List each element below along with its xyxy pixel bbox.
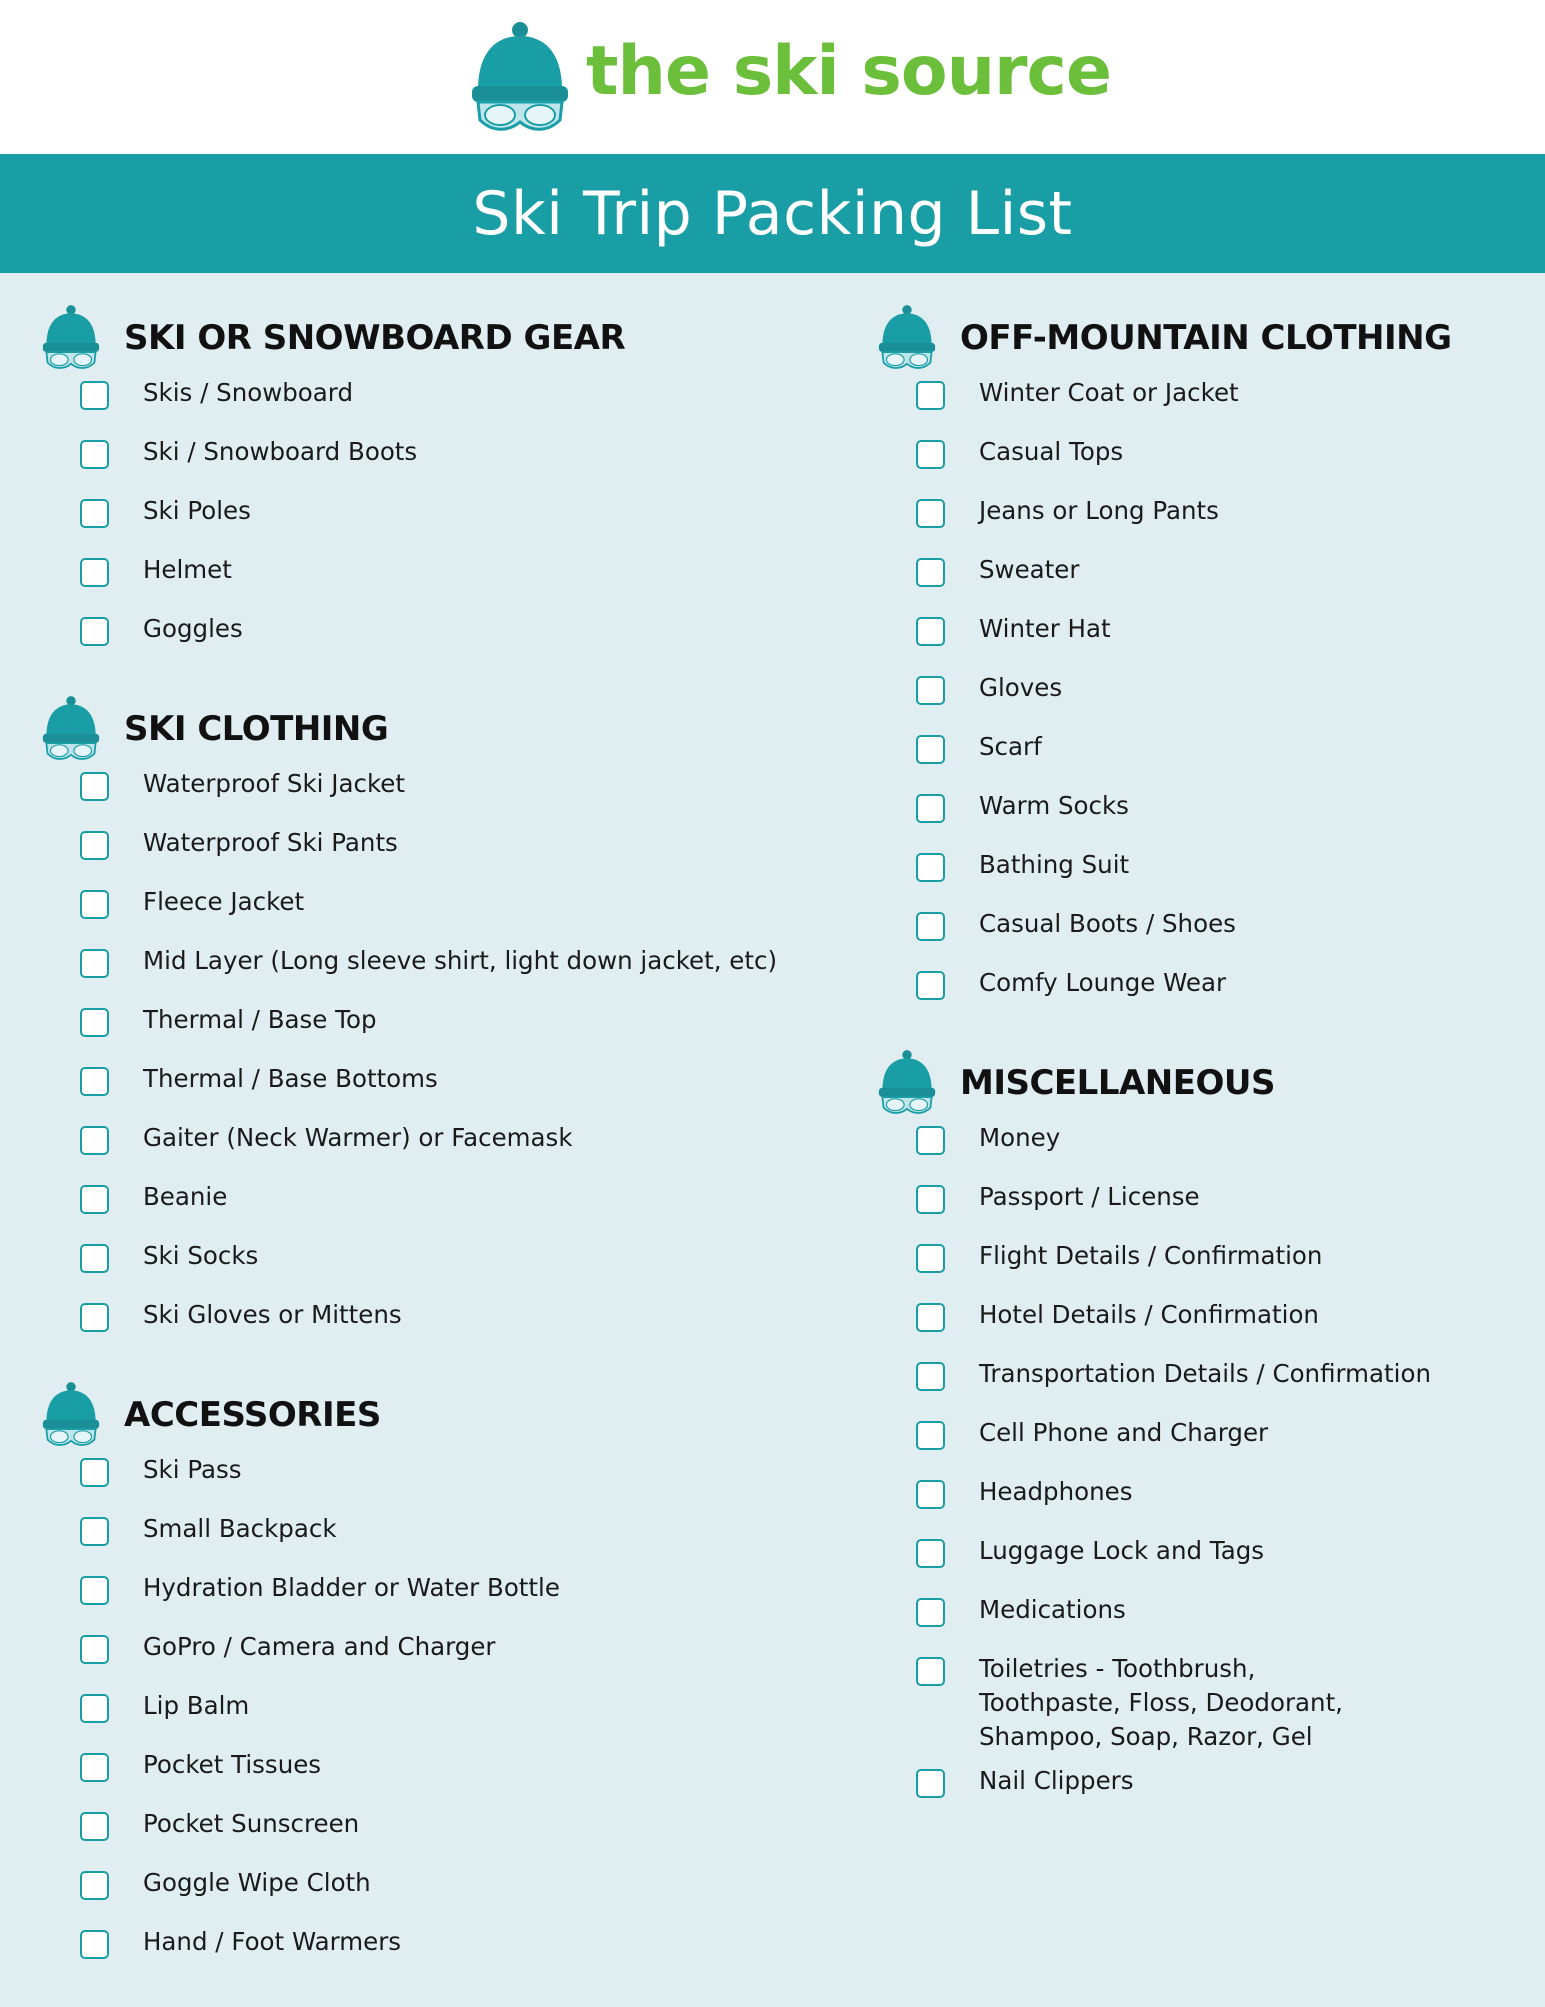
- checklist-item-label: Passport / License: [979, 1182, 1200, 1211]
- checklist-item[interactable]: [876, 1242, 1526, 1301]
- checklist-item[interactable]: [40, 1869, 800, 1928]
- checklist-item[interactable]: [40, 497, 800, 556]
- checkbox[interactable]: [916, 617, 945, 646]
- checklist: [876, 379, 1526, 1028]
- section-miscellaneous: [876, 1048, 1526, 1826]
- checklist-item[interactable]: [40, 1928, 800, 1987]
- beanie-goggles-icon: [876, 1049, 938, 1117]
- checklist-item[interactable]: [876, 674, 1526, 733]
- beanie-goggles-icon: [876, 304, 938, 372]
- checklist-item-label: Gloves: [979, 673, 1063, 702]
- checkbox[interactable]: [80, 1303, 109, 1332]
- checklist-item[interactable]: [40, 1810, 800, 1869]
- checkbox[interactable]: [80, 1008, 109, 1037]
- checklist-item[interactable]: [40, 829, 800, 888]
- title-banner: [0, 154, 1545, 273]
- checkbox[interactable]: [916, 676, 945, 705]
- checklist-item-label: Casual Boots / Shoes: [979, 909, 1236, 938]
- checklist-item[interactable]: [876, 792, 1526, 851]
- checklist-item[interactable]: [40, 1183, 800, 1242]
- checkbox[interactable]: [80, 1694, 109, 1723]
- checklist-item-label: Jeans or Long Pants: [979, 496, 1219, 525]
- section-ski-or-snowboard-gear: [40, 303, 800, 674]
- checkbox[interactable]: [916, 1244, 945, 1273]
- checklist-item[interactable]: [40, 1692, 800, 1751]
- section-header: [876, 303, 1526, 373]
- checkbox[interactable]: [80, 831, 109, 860]
- checklist-item-label: Warm Socks: [979, 791, 1129, 820]
- checklist-item-label: Cell Phone and Charger: [979, 1418, 1269, 1447]
- checklist-item[interactable]: [40, 888, 800, 947]
- checklist-item-label: Comfy Lounge Wear: [979, 968, 1227, 997]
- checkbox[interactable]: [80, 772, 109, 801]
- checklist-item[interactable]: [40, 1633, 800, 1692]
- checklist-item-label: Small Backpack: [143, 1514, 337, 1543]
- checklist-item-label: Mid Layer (Long sleeve shirt, light down jacket, etc): [143, 946, 777, 975]
- checklist-item[interactable]: [876, 1419, 1526, 1478]
- checkbox[interactable]: [916, 558, 945, 587]
- checklist-item-label: Thermal / Base Bottoms: [143, 1064, 438, 1093]
- checkbox[interactable]: [80, 1576, 109, 1605]
- checklist-item-label: Winter Hat: [979, 614, 1111, 643]
- beanie-goggles-icon: [468, 20, 572, 136]
- checklist-item-label: Skis / Snowboard: [143, 378, 353, 407]
- checklist-item[interactable]: [876, 438, 1526, 497]
- checkbox[interactable]: [80, 558, 109, 587]
- checkbox[interactable]: [80, 381, 109, 410]
- checklist-item[interactable]: [876, 497, 1526, 556]
- checklist-item[interactable]: [40, 1124, 800, 1183]
- checkbox[interactable]: [80, 890, 109, 919]
- section-title: SKI OR SNOWBOARD GEAR: [124, 318, 626, 358]
- checklist-item-label: Ski Gloves or Mittens: [143, 1300, 402, 1329]
- checklist-item-label: Nail Clippers: [979, 1766, 1134, 1795]
- page-title: Ski Trip Packing List: [472, 178, 1073, 249]
- checklist-item[interactable]: [40, 770, 800, 829]
- checkbox[interactable]: [916, 1126, 945, 1155]
- beanie-goggles-icon: [40, 695, 102, 763]
- checklist-item-label: Ski Poles: [143, 496, 251, 525]
- checkbox[interactable]: [916, 1657, 945, 1686]
- checkbox[interactable]: [916, 1598, 945, 1627]
- checklist-item[interactable]: [40, 947, 800, 1006]
- checkbox[interactable]: [80, 1930, 109, 1959]
- checkbox[interactable]: [916, 853, 945, 882]
- checkbox[interactable]: [916, 1539, 945, 1568]
- checklist-item-label: Hotel Details / Confirmation: [979, 1300, 1319, 1329]
- section-title: MISCELLANEOUS: [960, 1063, 1275, 1103]
- section-title: SKI CLOTHING: [124, 709, 389, 749]
- checkbox[interactable]: [916, 499, 945, 528]
- checkbox[interactable]: [916, 735, 945, 764]
- checklist-item-label: Hand / Foot Warmers: [143, 1927, 402, 1956]
- checklist-item[interactable]: [876, 1124, 1526, 1183]
- checkbox[interactable]: [80, 1458, 109, 1487]
- checklist-item-label: Luggage Lock and Tags: [979, 1536, 1265, 1565]
- checklist-item[interactable]: [876, 910, 1526, 969]
- checklist-item-label: Ski Socks: [143, 1241, 259, 1270]
- checklist-item-label: Toiletries - Toothbrush, Toothpaste, Floss, Deodorant, Shampoo, Soap, Razor, Gel: [979, 1654, 1343, 1751]
- checklist-item[interactable]: [40, 1751, 800, 1810]
- checklist-item-label: Ski Pass: [143, 1455, 242, 1484]
- checkbox[interactable]: [80, 1871, 109, 1900]
- section-header: [40, 303, 800, 373]
- checklist: [40, 1456, 800, 1987]
- checklist-item[interactable]: [876, 851, 1526, 910]
- checklist-item-label: Sweater: [979, 555, 1080, 584]
- checkbox[interactable]: [80, 499, 109, 528]
- checklist-item[interactable]: [40, 1456, 800, 1515]
- checklist-item[interactable]: [40, 556, 800, 615]
- checkbox[interactable]: [80, 1517, 109, 1546]
- checkbox[interactable]: [916, 440, 945, 469]
- checklist-item-label: Transportation Details / Confirmation: [979, 1359, 1431, 1388]
- checklist: [40, 770, 800, 1360]
- section-ski-clothing: [40, 694, 800, 1360]
- checklist-item[interactable]: [40, 438, 800, 497]
- checklist-item-label: Flight Details / Confirmation: [979, 1241, 1323, 1270]
- brand-logo: [468, 18, 1111, 138]
- checklist-item[interactable]: [876, 1655, 1526, 1767]
- checklist-item[interactable]: [40, 615, 800, 674]
- beanie-goggles-icon: [40, 1381, 102, 1449]
- checkbox[interactable]: [80, 617, 109, 646]
- checkbox[interactable]: [916, 912, 945, 941]
- checklist-item-label: Pocket Sunscreen: [143, 1809, 360, 1838]
- checklist-item[interactable]: [40, 1065, 800, 1124]
- logo-header: [0, 0, 1545, 154]
- checklist-item-label: Headphones: [979, 1477, 1133, 1506]
- checklist-item[interactable]: [876, 1301, 1526, 1360]
- checklist-item-label: Scarf: [979, 732, 1042, 761]
- beanie-goggles-icon: [40, 304, 102, 372]
- checklist-item-label: Goggles: [143, 614, 243, 643]
- checklist-item-label: Bathing Suit: [979, 850, 1130, 879]
- section-title: ACCESSORIES: [124, 1395, 381, 1435]
- section-header: [876, 1048, 1526, 1118]
- checklist-item[interactable]: [876, 1183, 1526, 1242]
- checklist-item-label: Casual Tops: [979, 437, 1124, 466]
- checklist-item-label: Fleece Jacket: [143, 887, 305, 916]
- checkbox[interactable]: [916, 971, 945, 1000]
- section-off-mountain-clothing: [876, 303, 1526, 1028]
- checkbox[interactable]: [916, 1480, 945, 1509]
- checklist-item-label: Pocket Tissues: [143, 1750, 322, 1779]
- checklist-item-label: Medications: [979, 1595, 1126, 1624]
- checklist-item[interactable]: [40, 1242, 800, 1301]
- checklist-item[interactable]: [876, 379, 1526, 438]
- checklist-item[interactable]: [40, 1515, 800, 1574]
- checklist-item[interactable]: [876, 1767, 1526, 1826]
- checkbox[interactable]: [80, 440, 109, 469]
- checklist-item[interactable]: [876, 1537, 1526, 1596]
- checkbox[interactable]: [916, 794, 945, 823]
- checklist-item[interactable]: [876, 969, 1526, 1028]
- checkbox[interactable]: [916, 1769, 945, 1798]
- checklist-item[interactable]: [40, 379, 800, 438]
- checklist-item-label: Hydration Bladder or Water Bottle: [143, 1573, 560, 1602]
- checklist-item[interactable]: [876, 556, 1526, 615]
- checkbox[interactable]: [80, 1812, 109, 1841]
- checklist-item-label: Goggle Wipe Cloth: [143, 1868, 371, 1897]
- checklist-item-label: Winter Coat or Jacket: [979, 378, 1239, 407]
- checklist-item[interactable]: [876, 1478, 1526, 1537]
- checklist-item-label: Thermal / Base Top: [143, 1005, 377, 1034]
- checkbox[interactable]: [80, 1635, 109, 1664]
- checklist-item[interactable]: [40, 1574, 800, 1633]
- checklist-item[interactable]: [876, 1360, 1526, 1419]
- checklist-item-label: Beanie: [143, 1182, 228, 1211]
- checklist-item-label: Helmet: [143, 555, 232, 584]
- checklist-item[interactable]: [876, 733, 1526, 792]
- checklist-item[interactable]: [40, 1006, 800, 1065]
- checkbox[interactable]: [80, 1126, 109, 1155]
- checkbox[interactable]: [80, 1067, 109, 1096]
- checklist-item-label: Waterproof Ski Jacket: [143, 769, 405, 798]
- section-title: OFF-MOUNTAIN CLOTHING: [960, 318, 1452, 358]
- checklist: [40, 379, 800, 674]
- checklist-item-label: Lip Balm: [143, 1691, 250, 1720]
- checkbox[interactable]: [916, 1303, 945, 1332]
- left-column: [40, 303, 800, 2007]
- checkbox[interactable]: [80, 1753, 109, 1782]
- checkbox[interactable]: [80, 1244, 109, 1273]
- checklist-item[interactable]: [876, 1596, 1526, 1655]
- section-accessories: [40, 1380, 800, 1987]
- checkbox[interactable]: [80, 949, 109, 978]
- checklist-item-label: Waterproof Ski Pants: [143, 828, 398, 857]
- checkbox[interactable]: [916, 1185, 945, 1214]
- checkbox[interactable]: [916, 381, 945, 410]
- section-header: [40, 694, 800, 764]
- checklist-item-label: GoPro / Camera and Charger: [143, 1632, 496, 1661]
- checklist-item-label: Ski / Snowboard Boots: [143, 437, 418, 466]
- checklist-item-label: Gaiter (Neck Warmer) or Facemask: [143, 1123, 573, 1152]
- checklist-item[interactable]: [876, 615, 1526, 674]
- checklist: [876, 1124, 1526, 1826]
- brand-name: the ski source: [586, 31, 1111, 111]
- section-header: [40, 1380, 800, 1450]
- checkbox[interactable]: [916, 1421, 945, 1450]
- checklist-item-label: Money: [979, 1123, 1061, 1152]
- checkbox[interactable]: [916, 1362, 945, 1391]
- checkbox[interactable]: [80, 1185, 109, 1214]
- checklist-item[interactable]: [40, 1301, 800, 1360]
- right-column: [876, 303, 1526, 1846]
